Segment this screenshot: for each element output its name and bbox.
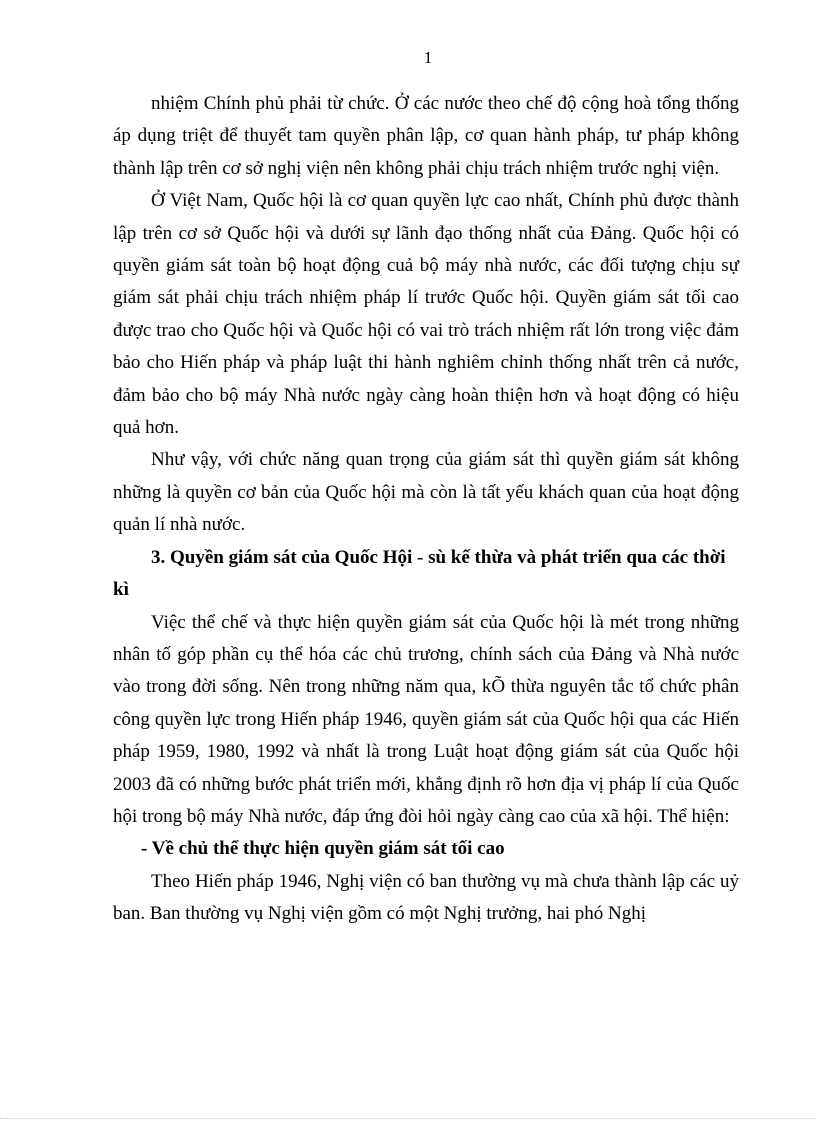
paragraph-1: nhiệm Chính phủ phải từ chức. Ở các nước theo chế độ cộng hoà tổng thống áp dụng triệt để thuyết tam quyền phân lập, cơ quan hành pháp, tư pháp không thành lập trên cơ sở nghị viện nên không phải chịu trách nhiệm trước nghị viện. [113,93,739,179]
paragraph-2: Ở Việt Nam, Quốc hội là cơ quan quyền lực cao nhất, Chính phủ được thành lập trên cơ sở Quốc hội và dưới sự lãnh đạo thống nhất của Đảng. Quốc hội có quyền giám sát toàn bộ hoạt động cuả bộ máy nhà nước, các đối tượng chịu sự giám sát phải chịu trách nhiệm pháp lí trước Quốc hội. Quyền giám sát tối cao được trao cho Quốc hội và Quốc hội có vai trò trách nhiệm rất lớn trong việc đảm bảo cho Hiến pháp và pháp luật thi hành nghiêm chỉnh thống nhất trên cả nước, đảm bảo cho bộ máy Nhà nước ngày càng hoàn thiện hơn và hoạt động có hiệu quả hơn. [113,190,739,439]
page-number: 1 [423,48,433,67]
subheading-supervisory-subject: - Về chủ thể thực hiện quyền giám sát tối cao [141,838,505,860]
paragraph-4: Việc thể chế và thực hiện quyền giám sát của Quốc hội là mét trong những nhân tố góp phần cụ thể hóa các chủ trương, chính sách của Đảng và Nhà nước vào trong đời sống. Nên trong những năm qua, kÕ thừa nguyên tắc tổ chức phân công quyền lực trong Hiến pháp 1946, quyền giám sát của Quốc hội qua các Hiến pháp 1959, 1980, 1992 và nhất là trong Luật hoạt động giám sát của Quốc hội 2003 đã có những bước phát triển mới, khẳng định rõ hơn địa vị pháp lí của Quốc hội trong bộ máy Nhà nước, đáp ứng đòi hỏi ngày càng cao của xã hội. Thể hiện: [113,611,739,827]
section-heading-3: 3. Quyền giám sát của Quốc Hội - sù kế thừa và phát triển qua các thời kì [113,546,726,601]
paragraph-3: Như vậy, với chức năng quan trọng của giám sát thì quyền giám sát không những là quyền cơ bản của Quốc hội mà còn là tất yếu khách quan của hoạt động quản lí nhà nước. [113,449,739,536]
document-body [113,88,739,931]
page-bottom-divider [0,1118,816,1119]
paragraph-5: Theo Hiến pháp 1946, Nghị viện có ban thường vụ mà chưa thành lập các uỷ ban. Ban thường vụ Nghị viện gồm có một Nghị trưởng, hai phó Nghị [113,870,739,925]
